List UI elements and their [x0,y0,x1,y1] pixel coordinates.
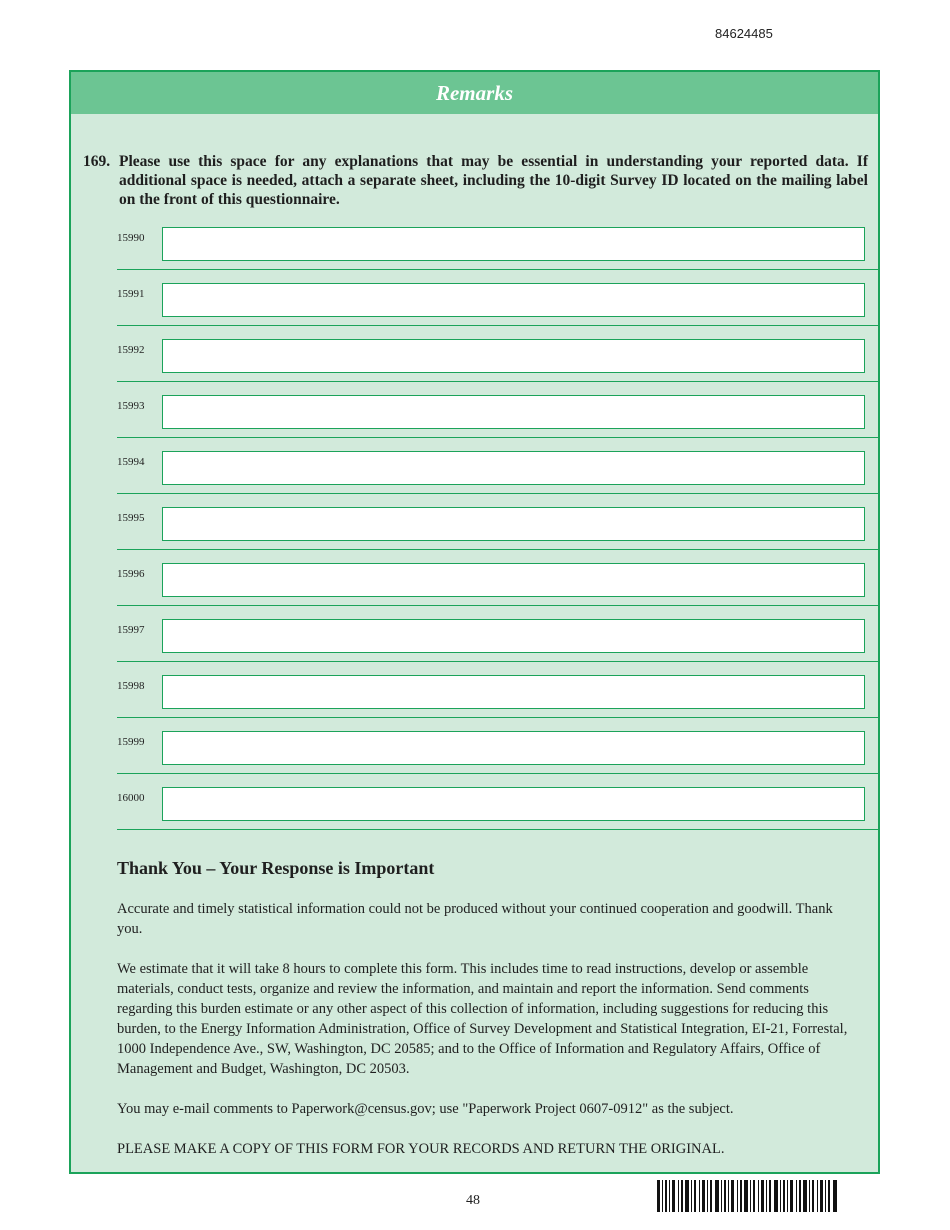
remark-row [117,214,878,270]
row-code: 15992 [117,344,145,356]
question-169 [83,152,868,209]
remark-input-box[interactable] [162,451,865,485]
remark-row [117,270,878,326]
thank-you-paragraph-1: Accurate and timely statistical information could not be produced without your continued cooperation and goodwill. Thank you. [117,901,833,937]
row-code: 15990 [117,232,145,244]
panel-title: Remarks [71,72,878,114]
remark-row [117,718,878,774]
remark-input-box[interactable] [162,395,865,429]
row-code: 15993 [117,400,145,412]
remark-input-box[interactable] [162,675,865,709]
remark-input-box[interactable] [162,339,865,373]
remark-row [117,326,878,382]
remarks-panel [69,70,880,1174]
row-code: 16000 [117,792,145,804]
page-number: 48 [466,1193,480,1208]
row-code: 15997 [117,624,145,636]
remark-input-box[interactable] [162,787,865,821]
remark-row [117,662,878,718]
remark-input-box[interactable] [162,283,865,317]
remark-input-box[interactable] [162,227,865,261]
remark-row [117,550,878,606]
email-comments-paragraph: You may e-mail comments to Paperwork@census.gov; use "Paperwork Project 0607-0912" as the subject. [117,1101,734,1117]
remark-row [117,494,878,550]
remark-row [117,606,878,662]
barcode-image [657,1180,837,1212]
remarks-rows [117,214,878,830]
remark-input-box[interactable] [162,563,865,597]
row-code: 15998 [117,680,145,692]
document-id: 84624485 [715,26,773,41]
question-text: Please use this space for any explanations that may be essential in understanding your reported data. If additional space is needed, attach a separate sheet, including the 10-digit Survey ID located on the mailing label on the front of this questionnaire. [119,153,868,208]
burden-estimate-paragraph: We estimate that it will take 8 hours to complete this form. This includes time to read instructions, develop or assemble materials, conduct tests, organize and review the information, and maintain and report the information. Send comments regarding this burden estimate or any other aspect of this collection of information, including suggestions for reducing this burden, to the Energy Information Administration, Office of Survey Development and Statistical Integration, EI-21, Forrestal, 1000 Independence Ave., SW, Washington, DC 20585; and to the Office of Information and Regulatory Affairs, Office of Management and Budget, Washington, DC 20503. [117,961,848,1077]
remark-row [117,774,878,830]
remark-input-box[interactable] [162,507,865,541]
remark-input-box[interactable] [162,731,865,765]
thank-you-heading: Thank You – Your Response is Important [117,858,435,878]
remark-row [117,382,878,438]
row-code: 15996 [117,568,145,580]
remark-input-box[interactable] [162,619,865,653]
question-number: 169. [83,153,111,170]
copy-instructions: PLEASE MAKE A COPY OF THIS FORM FOR YOUR RECORDS AND RETURN THE ORIGINAL. [117,1141,725,1157]
row-code: 15999 [117,736,145,748]
row-code: 15991 [117,288,145,300]
thank-you-section [117,857,857,1179]
remark-row [117,438,878,494]
row-code: 15995 [117,512,145,524]
row-code: 15994 [117,456,145,468]
